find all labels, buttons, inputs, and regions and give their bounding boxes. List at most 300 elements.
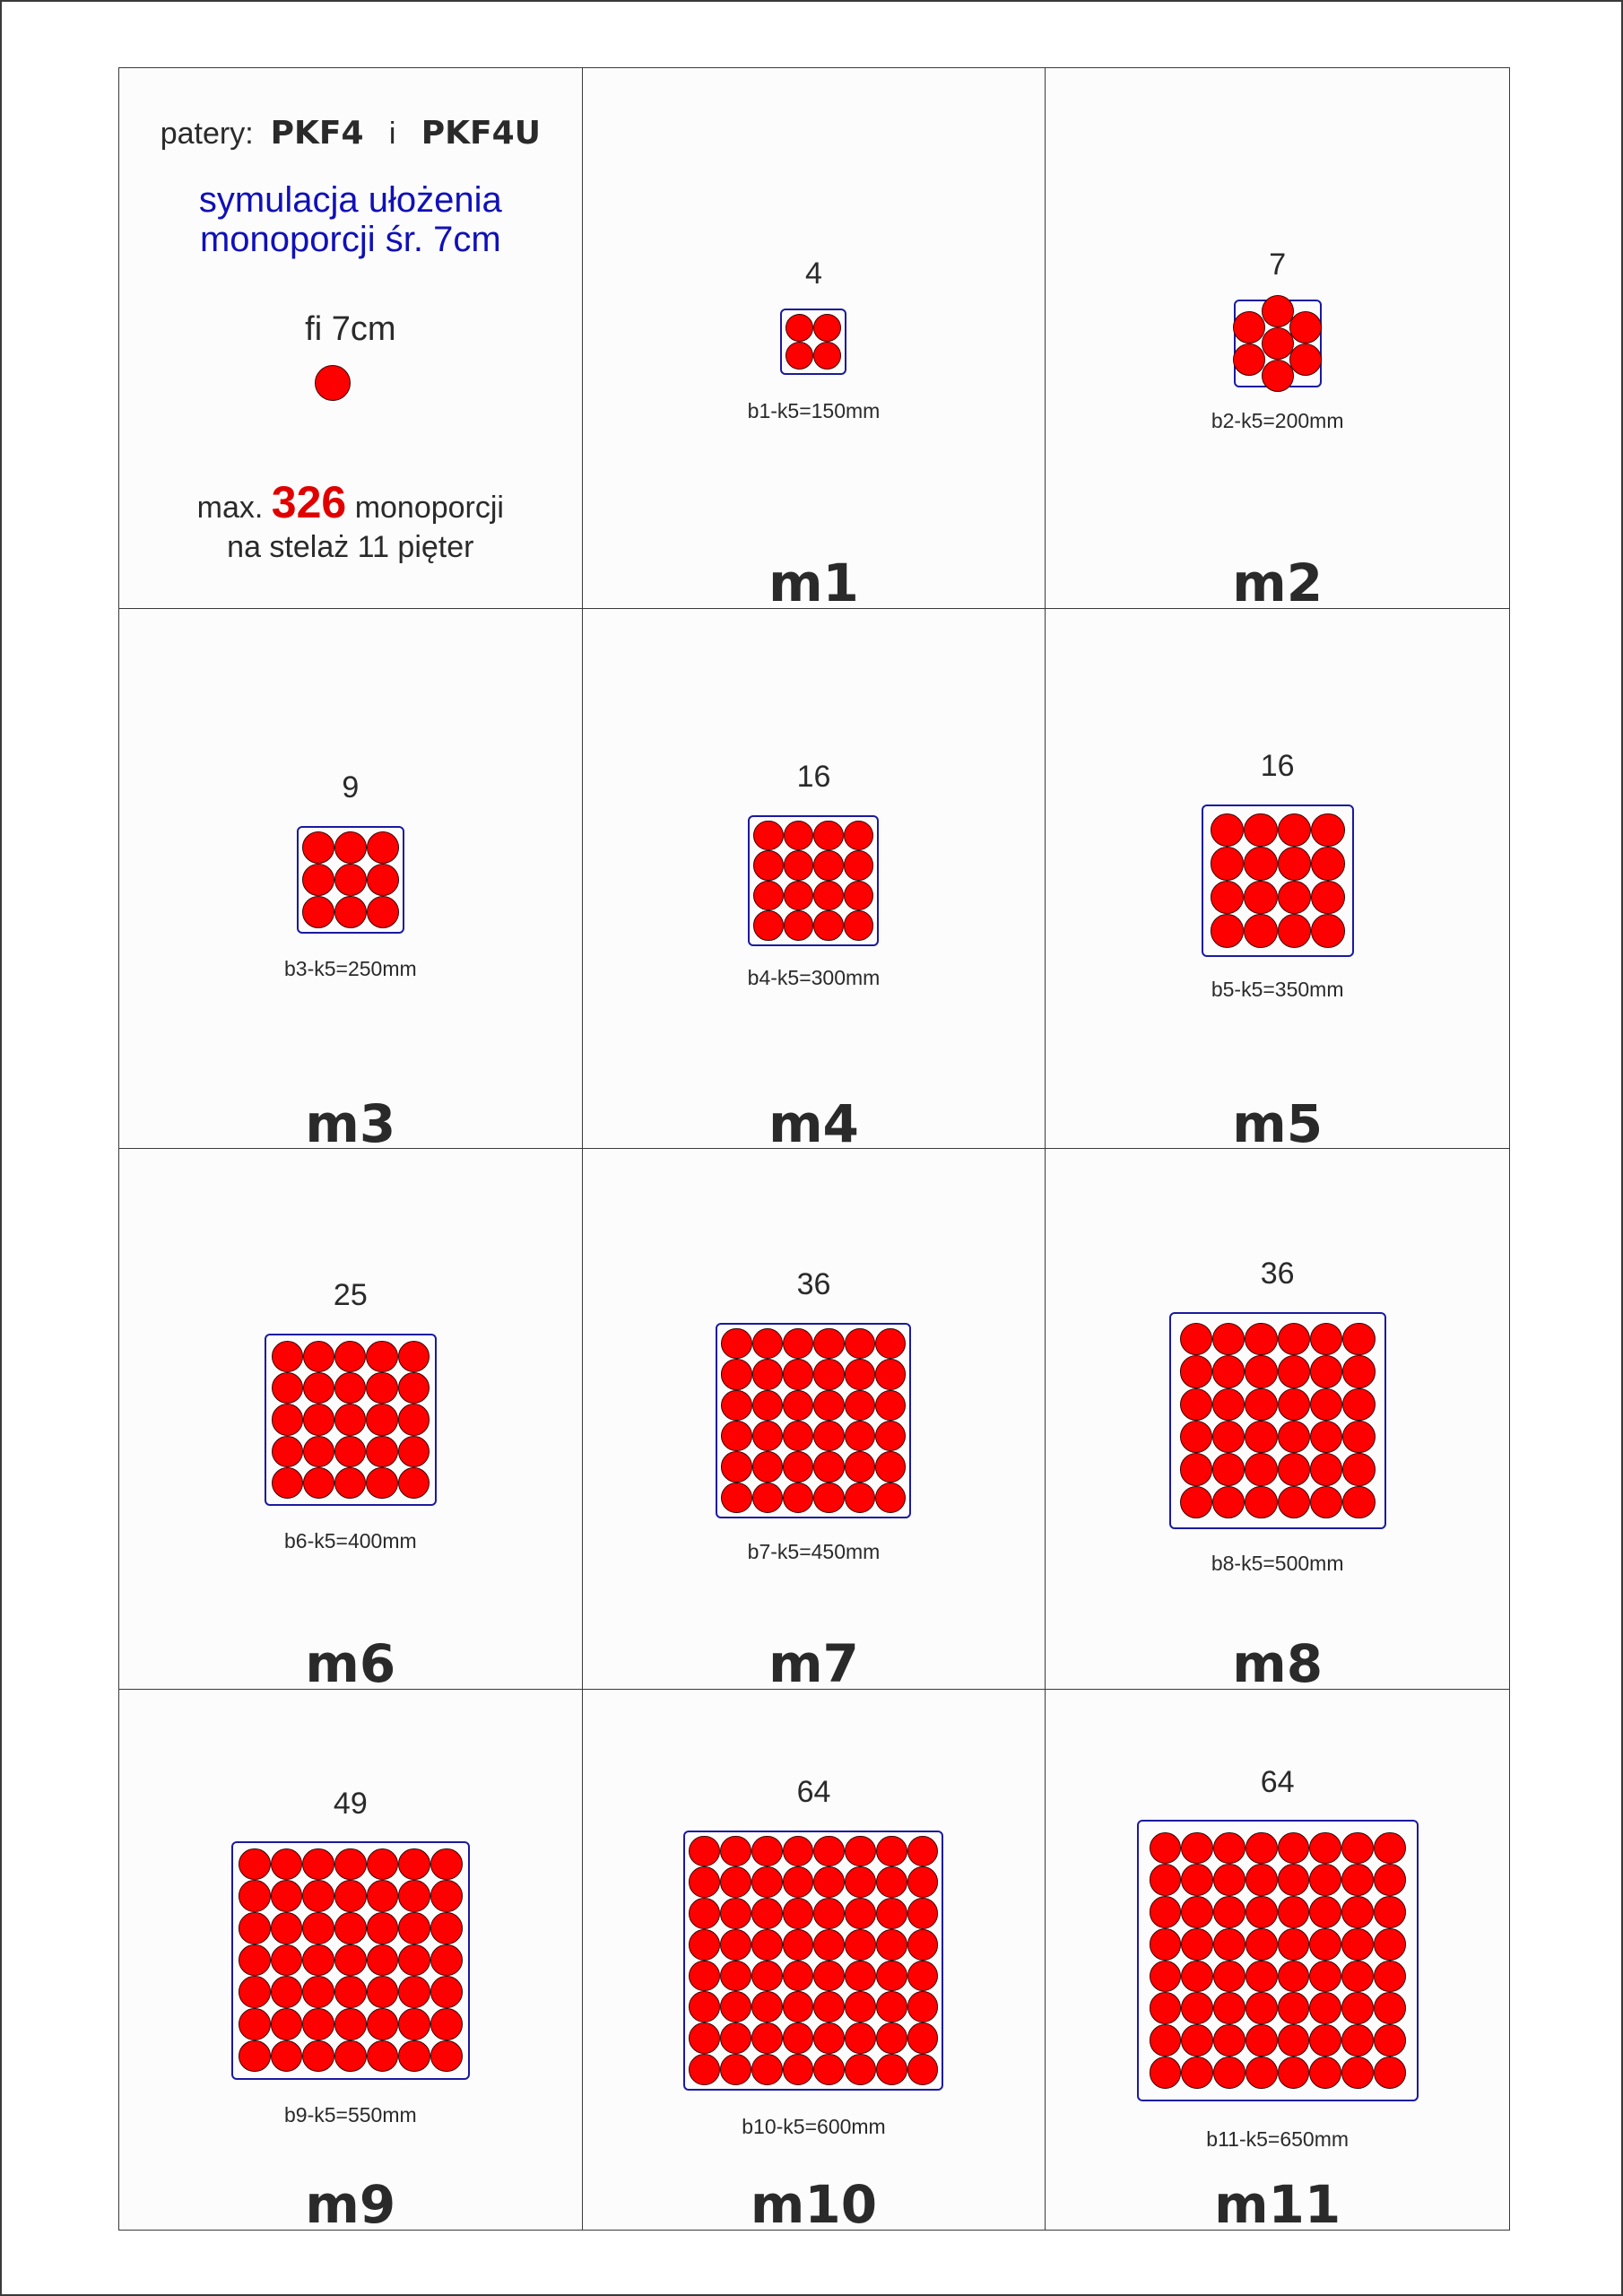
tray-cell	[119, 1690, 583, 2231]
portion-circle	[875, 1328, 906, 1359]
portion-circle	[1342, 1453, 1375, 1485]
portion-circle	[689, 1991, 720, 2022]
portion-circle	[752, 1328, 783, 1359]
portion-circle	[1244, 881, 1278, 915]
portion-circle	[1212, 1421, 1245, 1453]
portion-circle	[720, 1961, 751, 1992]
portion-circle	[1278, 847, 1312, 881]
portion-circle	[334, 1404, 366, 1435]
portion-circle	[907, 1898, 939, 1929]
portion-circle	[753, 881, 784, 911]
portion-circle	[813, 1836, 845, 1867]
portion-circle	[367, 1976, 399, 2008]
portion-circle	[785, 314, 813, 342]
portion-circle	[1311, 813, 1345, 848]
portion-circle	[334, 1944, 367, 1977]
portion-circle	[876, 1961, 907, 1992]
portion-circle	[334, 1467, 366, 1499]
portion-circle	[1180, 1355, 1212, 1387]
portion-circle	[367, 896, 399, 928]
portion-circle	[907, 1836, 939, 1867]
portion-circle	[1212, 1486, 1245, 1518]
tray-cell	[583, 1149, 1046, 1690]
portion-circle	[302, 1912, 334, 1944]
portion-circle	[1212, 1323, 1245, 1355]
portion-circle	[907, 2022, 939, 2054]
portion-circle	[239, 1912, 271, 1944]
portion-circle	[721, 1328, 751, 1359]
portion-circle	[751, 1898, 783, 1929]
portion-circle	[366, 1341, 397, 1372]
portion-count: 9	[342, 770, 360, 804]
portion-circle	[1211, 881, 1245, 915]
tray-outline	[231, 1841, 470, 2080]
portion-circle	[1244, 914, 1278, 948]
portion-circle	[366, 1467, 397, 1499]
portion-circle	[1278, 1355, 1310, 1387]
portion-circle	[1278, 1896, 1310, 1928]
portion-circle	[1213, 1961, 1245, 1993]
module-label: m11	[1214, 2173, 1341, 2230]
portion-circle	[1278, 1928, 1310, 1961]
portion-circle	[367, 1944, 399, 1977]
portion-circle	[813, 314, 841, 342]
portion-circle	[876, 1836, 907, 1867]
tray-cell	[119, 1149, 583, 1690]
portion-circle	[783, 1961, 814, 1992]
portion-circle	[721, 1421, 751, 1451]
portion-circle	[239, 1880, 271, 1912]
portion-count: 4	[805, 257, 822, 291]
portion-circle	[430, 2008, 463, 2040]
portion-circle	[1244, 813, 1278, 848]
portion-circle	[845, 1929, 876, 1961]
portion-circle	[689, 2022, 720, 2054]
portion-circle	[783, 2022, 814, 2054]
portion-circle	[271, 2008, 303, 2040]
portion-circle	[302, 2008, 334, 2040]
portion-circle	[1150, 1928, 1182, 1961]
portion-circle	[1374, 1832, 1406, 1865]
portion-circle	[1212, 1355, 1245, 1387]
product-conj: i	[388, 117, 396, 151]
portion-count: 16	[1260, 748, 1295, 783]
portion-circle	[1309, 1992, 1341, 2024]
module-label: m1	[768, 552, 859, 609]
portion-circle	[367, 2008, 399, 2040]
portion-circle	[271, 1880, 303, 1912]
portion-circle	[1342, 1388, 1375, 1421]
portion-circle	[302, 1848, 334, 1881]
portion-circle	[334, 1912, 367, 1944]
portion-circle	[1180, 1323, 1212, 1355]
portion-circle	[721, 1483, 751, 1513]
portion-circle	[1342, 1421, 1375, 1453]
portion-circle	[302, 1944, 334, 1977]
portion-circle	[784, 850, 814, 881]
portion-circle	[334, 831, 367, 864]
portion-circle	[1289, 344, 1322, 376]
portion-circle	[398, 1912, 430, 1944]
portion-circle	[398, 1976, 430, 2008]
portion-circle	[1311, 914, 1345, 948]
portion-circle	[845, 1866, 876, 1898]
portion-circle	[1245, 2024, 1278, 2057]
portion-circle	[813, 1898, 845, 1929]
portion-circle	[783, 1898, 814, 1929]
portion-circle	[1245, 1961, 1278, 1993]
portion-circle	[907, 1929, 939, 1961]
portion-circle	[845, 2054, 876, 2085]
portion-circle	[302, 831, 334, 864]
tray-cell	[583, 609, 1046, 1150]
portion-circle	[875, 1483, 906, 1513]
portion-circle	[751, 1961, 783, 1992]
portion-circle	[876, 1929, 907, 1961]
portion-circle	[302, 1880, 334, 1912]
portion-circle	[1213, 1864, 1245, 1896]
tray-dimension: b4-k5=300mm	[747, 965, 881, 989]
portion-circle	[783, 1421, 813, 1451]
portion-circle	[845, 1961, 876, 1992]
tray-grid	[118, 67, 1510, 2231]
portion-circle	[783, 1483, 813, 1513]
tray-cell	[1046, 1690, 1509, 2231]
portion-circle	[813, 1421, 844, 1451]
portion-circle	[367, 1848, 399, 1881]
portion-circle	[720, 1929, 751, 1961]
portion-circle	[813, 1866, 845, 1898]
portion-circle	[272, 1467, 303, 1499]
legend-cell	[119, 68, 583, 609]
portion-circle	[1233, 344, 1265, 376]
portion-circle	[875, 1359, 906, 1389]
portion-circle	[1211, 914, 1245, 948]
legend-title	[119, 115, 582, 152]
tray-dimension: b5-k5=350mm	[1211, 977, 1344, 1001]
portion-circle	[1374, 1864, 1406, 1896]
portion-circle	[785, 342, 813, 370]
portion-circle	[430, 1944, 463, 1977]
portion-circle	[1181, 1992, 1213, 2024]
portion-circle	[1374, 1928, 1406, 1961]
portion-circle	[1341, 2024, 1374, 2057]
portion-circle	[1310, 1453, 1342, 1485]
tray-cell	[1046, 1149, 1509, 1690]
portion-circle	[1181, 2024, 1213, 2057]
tray-dimension: b3-k5=250mm	[283, 956, 417, 980]
portion-circle	[844, 881, 874, 911]
portion-circle	[1278, 1453, 1310, 1485]
tray-dimension: b11-k5=650mm	[1206, 2126, 1350, 2151]
portion-circle	[334, 2008, 367, 2040]
portion-circle	[753, 850, 784, 881]
portion-circle	[783, 1359, 813, 1389]
portion-circle	[1309, 1928, 1341, 1961]
legend-subtitle	[119, 180, 582, 259]
portion-circle	[1342, 1355, 1375, 1387]
portion-circle	[398, 2008, 430, 2040]
portion-circle	[876, 1866, 907, 1898]
tray-outline	[297, 826, 404, 934]
portion-circle	[753, 821, 784, 851]
tray-outline	[716, 1323, 911, 1518]
portion-circle	[1278, 1323, 1310, 1355]
portion-circle	[1213, 1896, 1245, 1928]
portion-circle	[784, 910, 814, 941]
portion-circle	[721, 1390, 751, 1421]
portion-circle	[783, 1451, 813, 1482]
product-b: PKF4U	[421, 115, 541, 152]
portion-circle	[1289, 311, 1322, 344]
portion-circle	[430, 1880, 463, 1912]
portion-circle	[752, 1390, 783, 1421]
portion-circle	[303, 1404, 334, 1435]
portion-circle	[1311, 881, 1345, 915]
portion-circle	[1150, 1864, 1182, 1896]
portion-circle	[720, 1866, 751, 1898]
portion-circle	[271, 1848, 303, 1881]
portion-circle	[1244, 847, 1278, 881]
portion-circle	[302, 896, 334, 928]
tray-outline	[683, 1831, 943, 2091]
portion-circle	[1342, 1323, 1375, 1355]
portion-circle	[689, 1898, 720, 1929]
portion-circle	[398, 1880, 430, 1912]
tray-dimension: b1-k5=150mm	[747, 399, 881, 422]
tray-outline	[1234, 300, 1322, 387]
portion-circle	[844, 821, 874, 851]
portion-circle	[1245, 1421, 1277, 1453]
portion-circle	[430, 1912, 463, 1944]
tray-cell	[119, 609, 583, 1150]
portion-circle	[1180, 1453, 1212, 1485]
portion-circle	[783, 1991, 814, 2022]
portion-circle	[1181, 1864, 1213, 1896]
max-line2: na stelaż 11 pięter	[227, 530, 474, 564]
tray-outline	[1169, 1312, 1386, 1529]
portion-circle	[845, 1359, 875, 1389]
portion-circle	[1245, 1896, 1278, 1928]
portion-circle	[430, 1848, 463, 1881]
portion-circle	[334, 1436, 366, 1467]
module-label: m9	[305, 2173, 396, 2230]
portion-circle	[398, 1944, 430, 1977]
portion-circle	[1212, 1453, 1245, 1485]
portion-circle	[1309, 1961, 1341, 1993]
portion-circle	[1374, 1992, 1406, 2024]
portion-circle	[367, 1912, 399, 1944]
portion-circle	[1150, 2057, 1182, 2089]
portion-circle	[334, 864, 367, 896]
portion-circle	[271, 1944, 303, 1977]
portion-circle	[1245, 1928, 1278, 1961]
portion-circle	[751, 2054, 783, 2085]
legend-title-prefix: patery:	[160, 117, 254, 151]
portion-circle	[1278, 1421, 1310, 1453]
portion-circle	[720, 1836, 751, 1867]
portion-circle	[1180, 1421, 1212, 1453]
portion-circle	[398, 1372, 430, 1404]
portion-circle	[845, 1451, 875, 1482]
portion-circle	[813, 910, 844, 941]
portion-count: 64	[1260, 1764, 1295, 1799]
portion-circle	[1341, 1961, 1374, 1993]
portion-circle	[1180, 1486, 1212, 1518]
portion-circle	[1309, 2057, 1341, 2089]
portion-circle	[1245, 1992, 1278, 2024]
portion-circle	[367, 831, 399, 864]
portion-circle	[1278, 1864, 1310, 1896]
portion-circle	[1341, 1832, 1374, 1865]
portion-circle	[1374, 2024, 1406, 2057]
portion-circle	[1278, 914, 1312, 948]
portion-circle	[1278, 813, 1312, 848]
portion-circle	[398, 1341, 430, 1372]
portion-circle	[367, 1880, 399, 1912]
max-prefix: max.	[196, 491, 264, 525]
portion-circle	[1245, 1355, 1277, 1387]
portion-circle	[1341, 1864, 1374, 1896]
tray-dimension: b2-k5=200mm	[1211, 409, 1344, 432]
portion-circle	[366, 1436, 397, 1467]
portion-circle	[751, 1866, 783, 1898]
tray-outline	[265, 1334, 437, 1506]
portion-circle	[1374, 1961, 1406, 1993]
tray-outline	[1202, 804, 1354, 957]
portion-circle	[907, 2054, 939, 2085]
tray-cell	[1046, 609, 1509, 1150]
portion-circle	[1310, 1323, 1342, 1355]
portion-circle	[1374, 1896, 1406, 1928]
portion-circle	[783, 1866, 814, 1898]
portion-circle	[302, 1976, 334, 2008]
portion-circle	[876, 1898, 907, 1929]
portion-circle	[1278, 1992, 1310, 2024]
portion-circle	[302, 2040, 334, 2073]
portion-circle	[720, 1898, 751, 1929]
portion-circle	[720, 2022, 751, 2054]
portion-circle	[783, 2054, 814, 2085]
portion-circle	[752, 1421, 783, 1451]
portion-circle	[303, 1467, 334, 1499]
portion-circle	[721, 1359, 751, 1389]
portion-circle	[844, 910, 874, 941]
portion-circle	[398, 1848, 430, 1881]
portion-circle	[366, 1372, 397, 1404]
max-suffix: monoporcji	[354, 491, 504, 525]
portion-circle	[1181, 1832, 1213, 1865]
portion-circle	[1150, 1992, 1182, 2024]
portion-circle	[1245, 1486, 1277, 1518]
portion-circle	[1278, 1486, 1310, 1518]
portion-circle	[1181, 1896, 1213, 1928]
portion-circle	[844, 850, 874, 881]
portion-circle	[1245, 1864, 1278, 1896]
portion-circle	[1180, 1388, 1212, 1421]
portion-circle	[813, 881, 844, 911]
portion-circle	[907, 1866, 939, 1898]
portion-circle	[907, 1991, 939, 2022]
module-label: m5	[1232, 1092, 1324, 1149]
portion-circle	[1309, 1832, 1341, 1865]
tray-dimension: b10-k5=600mm	[742, 2114, 886, 2138]
portion-count: 49	[333, 1786, 368, 1821]
portion-circle	[398, 1467, 430, 1499]
portion-circle	[398, 1404, 430, 1435]
tray-outline	[1137, 1820, 1419, 2101]
portion-circle	[845, 1421, 875, 1451]
portion-circle	[367, 2040, 399, 2073]
portion-circle	[1181, 1961, 1213, 1993]
portion-circle	[875, 1390, 906, 1421]
portion-circle	[239, 1976, 271, 2008]
portion-circle	[1213, 1928, 1245, 1961]
portion-circle	[1245, 1323, 1277, 1355]
portion-circle	[1310, 1355, 1342, 1387]
module-label: m3	[305, 1092, 396, 1149]
portion-circle	[1213, 1832, 1245, 1865]
portion-circle	[813, 2054, 845, 2085]
portion-circle	[1233, 311, 1265, 344]
portion-circle	[1150, 1832, 1182, 1865]
portion-circle	[1213, 2024, 1245, 2057]
portion-circle	[1278, 881, 1312, 915]
module-label: m2	[1232, 552, 1324, 609]
portion-circle	[845, 1898, 876, 1929]
portion-circle	[1341, 1992, 1374, 2024]
portion-circle	[1310, 1486, 1342, 1518]
portion-circle	[907, 1961, 939, 1992]
portion-circle	[1278, 1832, 1310, 1865]
portion-circle	[689, 1836, 720, 1867]
tray-cell	[583, 68, 1046, 609]
portion-circle	[751, 1836, 783, 1867]
portion-circle	[752, 1359, 783, 1389]
portion-circle	[845, 1483, 875, 1513]
portion-circle	[1245, 1453, 1277, 1485]
portion-circle	[1262, 360, 1294, 392]
portion-circle	[334, 1880, 367, 1912]
portion-circle	[1245, 1832, 1278, 1865]
portion-circle	[813, 1390, 844, 1421]
portion-circle	[751, 1991, 783, 2022]
portion-circle	[1309, 1896, 1341, 1928]
portion-circle	[752, 1451, 783, 1482]
portion-circle	[1310, 1388, 1342, 1421]
product-a: PKF4	[270, 115, 364, 152]
portion-circle	[783, 1328, 813, 1359]
portion-circle	[1211, 847, 1245, 881]
portion-circle	[752, 1483, 783, 1513]
portion-circle	[1213, 1992, 1245, 2024]
module-label: m8	[1232, 1633, 1324, 1690]
portion-circle	[1278, 2057, 1310, 2089]
tray-dimension: b7-k5=450mm	[747, 1540, 881, 1563]
portion-circle	[272, 1341, 303, 1372]
portion-circle	[875, 1451, 906, 1482]
tray-dimension: b8-k5=500mm	[1211, 1552, 1344, 1575]
portion-circle	[1278, 1961, 1310, 1993]
portion-circle	[239, 1848, 271, 1881]
portion-circle	[720, 2054, 751, 2085]
portion-circle	[689, 1929, 720, 1961]
portion-circle	[239, 2040, 271, 2073]
legend-subtitle-line1: symulacja ułożenia	[198, 180, 502, 220]
portion-circle	[303, 1436, 334, 1467]
portion-circle	[813, 1991, 845, 2022]
module-label: m4	[768, 1092, 859, 1149]
